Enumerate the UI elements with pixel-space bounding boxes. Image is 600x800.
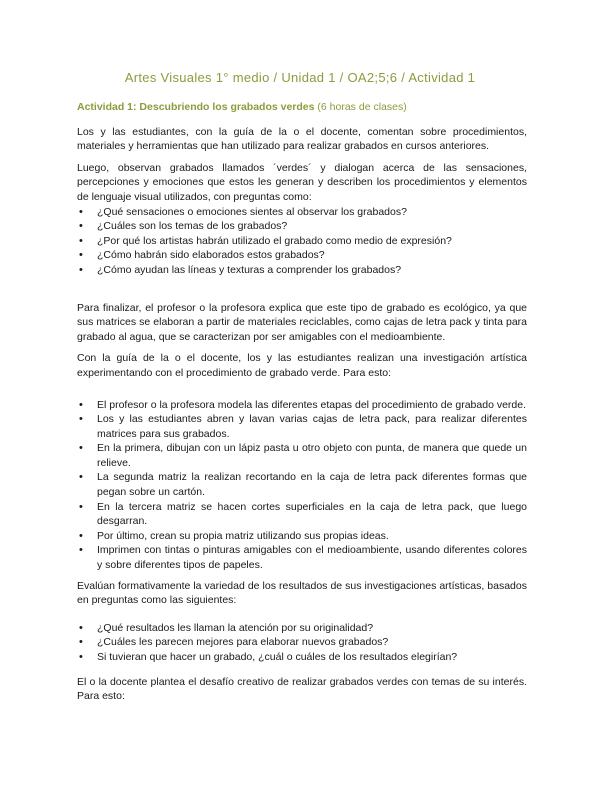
list-item: • ¿Cómo habrán sido elaborados estos grabados? (77, 248, 527, 263)
activity-title-main: Actividad 1: Descubriendo los grabados verdes (77, 101, 315, 113)
activity-title-duration: (6 horas de clases) (314, 101, 407, 113)
list-item: • ¿Cuáles son los temas de los grabados? (77, 219, 527, 234)
activity-title (77, 100, 527, 115)
list-item: • Los y las estudiantes abren y lavan varias cajas de letra pack, para realizar diferentes matrices para sus grabados. (77, 412, 527, 441)
list-item: • ¿Cuáles les parecen mejores para elaborar nuevos grabados? (77, 635, 527, 650)
spacer (77, 388, 527, 398)
paragraph-conclusion: Para finalizar, el profesor o la profesora explica que este tipo de grabado es ecológico, ya que sus matrices se elaboran a partir de materiales reciclables, como cajas de letra pack y tinta para grabado al agua, que se caracterizan por ser amigables con el medioambiente. (77, 301, 527, 343)
list-item: • ¿Qué resultados les llaman la atención por su originalidad? (77, 621, 527, 636)
paragraph-intro: Los y las estudiantes, con la guía de la o el docente, comentan sobre procedimientos, materiales y herramientas que han utilizado para realizar grabados en cursos anteriores. (77, 125, 527, 153)
list-item: • La segunda matriz la realizan recortando en la caja de letra pack diferentes formas que pegan sobre un cartón. (77, 470, 527, 499)
list-item: • ¿Qué sensaciones o emociones sientes al observar los grabados? (77, 205, 527, 220)
paragraph-investigation: Con la guía de la o el docente, los y las estudiantes realizan una investigación artística experimentando con el procedimiento de grabado verde. Para esto: (77, 352, 527, 379)
list-item: • En la tercera matriz se hacen cortes superficiales en la caja de letra pack, que luego desgarran. (77, 500, 527, 529)
page-header: Artes Visuales 1° medio / Unidad 1 / OA2;5;6 / Actividad 1 (124, 70, 476, 85)
steps-list (77, 398, 527, 573)
list-item: • ¿Por qué los artistas habrán utilizado el grabado como medio de expresión? (77, 234, 527, 249)
question-list-1 (77, 205, 527, 278)
paragraph-evaluation: Evalúan formativamente la variedad de los resultados de sus investigaciones artísticas, basados en preguntas como las siguientes: (77, 579, 527, 607)
list-item: • En la primera, dibujan con un lápiz pasta u otro objeto con punta, de manera que quede un relieve. (77, 441, 527, 470)
list-item: • ¿Cómo ayudan las líneas y texturas a comprender los grabados? (77, 263, 527, 278)
list-item: • Imprimen con tintas o pinturas amigables con el medioambiente, usando diferentes colores y sobre diferentes tipos de papeles. (77, 543, 527, 572)
list-item: • Por último, crean su propia matriz utilizando sus propias ideas. (77, 529, 527, 544)
document-body (77, 100, 527, 711)
list-item: • El profesor o la profesora modela las diferentes etapas del procedimiento de grabado verde. (77, 398, 527, 413)
paragraph-observe: Luego, observan grabados llamados ´verdes´ y dialogan acerca de las sensaciones, percepciones y emociones que estos les generan y describen los procedimientos y elementos de lenguaje visual utilizados, con preguntas como: (77, 161, 527, 203)
list-item: • Si tuvieran que hacer un grabado, ¿cuál o cuáles de los resultados elegirían? (77, 650, 527, 665)
paragraph-challenge: El o la docente plantea el desafío creativo de realizar grabados verdes con temas de su interés. Para esto: (77, 675, 527, 703)
question-list-2 (77, 621, 527, 665)
spacer (77, 278, 527, 301)
spacer (77, 665, 527, 675)
